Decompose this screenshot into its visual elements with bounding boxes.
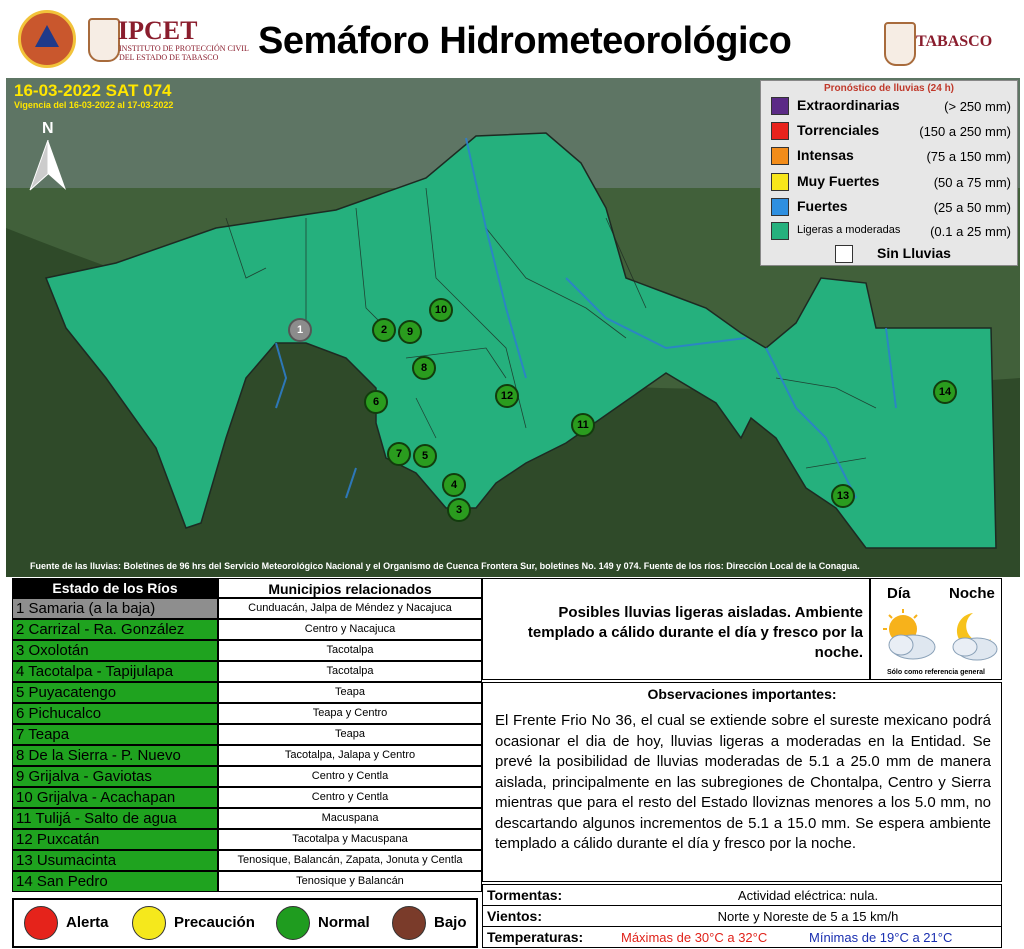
- river-municipios: Centro y Centla: [218, 766, 482, 787]
- river-name: 14 San Pedro: [12, 871, 218, 892]
- river-municipios: Tacotalpa y Macuspana: [218, 829, 482, 850]
- river-municipios: Tenosique, Balancán, Zapata, Jonuta y Centla: [218, 850, 482, 871]
- legend-item: [771, 220, 1013, 242]
- river-marker-10[interactable]: 10: [429, 298, 453, 322]
- river-marker-4[interactable]: 4: [442, 473, 466, 497]
- status-label: Normal: [318, 914, 370, 931]
- precaucion-circle-icon: [132, 906, 166, 940]
- rain-legend: [760, 80, 1018, 266]
- river-municipios: Tacotalpa: [218, 661, 482, 682]
- river-municipios: Centro y Centla: [218, 787, 482, 808]
- municipios-col-header: Municipios relacionados: [218, 578, 482, 598]
- river-marker-14[interactable]: 14: [933, 380, 957, 404]
- legend-range: (75 a 150 mm): [926, 149, 1011, 164]
- proteccion-civil-logo: [18, 10, 76, 68]
- tabasco-seal-icon: [884, 22, 916, 66]
- legend-swatch: [771, 97, 789, 115]
- river-municipios: Tacotalpa: [218, 640, 482, 661]
- legend-name: Ligeras a moderadas: [797, 224, 901, 236]
- river-name: 3 Oxolotán: [12, 640, 218, 661]
- legend-item: [771, 196, 1013, 218]
- rivers-col-header: Estado de los Ríos: [12, 578, 218, 598]
- reference-note: Sólo como referencia general: [886, 669, 986, 676]
- legend-name: Intensas: [797, 147, 854, 163]
- river-name: 7 Teapa: [12, 724, 218, 745]
- river-name: 13 Usumacinta: [12, 850, 218, 871]
- river-name: 12 Puxcatán: [12, 829, 218, 850]
- river-name: 11 Tulijá - Salto de agua: [12, 808, 218, 829]
- map: [6, 78, 1020, 577]
- temps-label: Temperaturas:: [487, 929, 584, 945]
- river-marker-11[interactable]: 11: [571, 413, 595, 437]
- legend-range: (> 250 mm): [944, 99, 1011, 114]
- storms-value: Actividad eléctrica: nula.: [737, 888, 879, 903]
- river-name: 2 Carrizal - Ra. González: [12, 619, 218, 640]
- table-row: [12, 787, 482, 808]
- north-label: N: [42, 120, 54, 137]
- normal-circle-icon: [276, 906, 310, 940]
- ipcet-seal-icon: [88, 18, 120, 62]
- river-name: 8 De la Sierra - P. Nuevo: [12, 745, 218, 766]
- bajo-circle-icon: [392, 906, 426, 940]
- map-source: Fuente de las lluvias: Boletines de 96 hrs del Servicio Meteorológico Nacional y el Organismo de Cuenca Frontera Sur, boletines No. 149 y 074. Fuente de los ríos: Dirección Local de la Conagua.: [30, 561, 860, 571]
- river-name: 9 Grijalva - Gaviotas: [12, 766, 218, 787]
- river-municipios: Teapa y Centro: [218, 703, 482, 724]
- legend-range: (25 a 50 mm): [933, 200, 1011, 215]
- river-name: 1 Samaria (a la baja): [12, 598, 218, 619]
- temp-max: Máximas de 30°C a 32°C: [621, 930, 768, 945]
- table-row: [12, 871, 482, 892]
- status-label: Alerta: [66, 914, 109, 931]
- bulletin-date: 16-03-2022 SAT 074: [14, 81, 172, 100]
- legend-swatch: [771, 147, 789, 165]
- river-municipios: Teapa: [218, 724, 482, 745]
- north-arrow-icon: [28, 120, 68, 194]
- winds-label: Vientos:: [487, 908, 542, 924]
- storms-label: Tormentas:: [487, 887, 563, 903]
- table-row: [12, 619, 482, 640]
- status-label: Bajo: [434, 914, 467, 931]
- table-row: [12, 640, 482, 661]
- river-municipios: Macuspana: [218, 808, 482, 829]
- observations-body: El Frente Frio No 36, el cual se extiende sobre el sureste mexicano podrá ocasionar el dia de hoy, lluvias ligeras a moderadas en la Entidad. Se prevé la posibilidad de lluvias moderadas de 5.1 a 25.0 mm de manera aislada, principalmente en las subregiones de Chontalpa, Centro y Sierra mientras que para el resto del Estado lloviznas menores a los 5.0 mm, no descartando algunos incrementos de 5.1 a 15.0 mm. Se espera ambiente templado a cálido durante el día y fresco por la noche.: [495, 712, 991, 852]
- river-marker-6[interactable]: 6: [364, 390, 388, 414]
- ipcet-subtitle: INSTITUTO DE PROTECCIÓN CIVIL DEL ESTADO DE TABASCO: [119, 44, 249, 62]
- ipcet-name: IPCET: [118, 16, 198, 45]
- table-row: [12, 829, 482, 850]
- river-municipios: Tacotalpa, Jalapa y Centro: [218, 745, 482, 766]
- river-marker-1[interactable]: 1: [288, 318, 312, 342]
- river-municipios: Cunduacán, Jalpa de Méndez y Nacajuca: [218, 598, 482, 619]
- status-label: Precaución: [174, 914, 255, 931]
- legend-no-rain: [835, 243, 1005, 265]
- river-marker-8[interactable]: 8: [412, 356, 436, 380]
- legend-item: [771, 120, 1013, 142]
- observations-box: [482, 682, 1002, 882]
- observations-title: Observaciones importantes:: [647, 686, 837, 702]
- river-municipios: Centro y Nacajuca: [218, 619, 482, 640]
- partly-cloudy-day-icon: [877, 609, 939, 663]
- river-marker-7[interactable]: 7: [387, 442, 411, 466]
- table-row: [12, 598, 482, 619]
- winds-value: Norte y Noreste de 5 a 15 km/h: [717, 909, 899, 924]
- legend-name: Muy Fuertes: [797, 173, 880, 189]
- river-marker-3[interactable]: 3: [447, 498, 471, 522]
- legend-title: Pronóstico de lluvias (24 h): [823, 83, 955, 94]
- forecast-box: [482, 578, 870, 680]
- river-name: 6 Pichucalco: [12, 703, 218, 724]
- table-row: [12, 682, 482, 703]
- day-label: Día: [887, 585, 911, 602]
- table-row: [12, 745, 482, 766]
- table-row: [12, 703, 482, 724]
- river-municipios: Tenosique y Balancán: [218, 871, 482, 892]
- legend-item: [771, 171, 1013, 193]
- legend-name: Sin Lluvias: [877, 245, 951, 261]
- forecast-text: Posibles lluvias ligeras aisladas. Ambiente templado a cálido durante el día y fresco por la noche.: [527, 604, 863, 661]
- legend-name: Extraordinarias: [797, 97, 900, 113]
- storms-row: [482, 884, 1002, 906]
- legend-swatch: [771, 198, 789, 216]
- legend-item: [771, 145, 1013, 167]
- river-name: 5 Puyacatengo: [12, 682, 218, 703]
- river-marker-13[interactable]: 13: [831, 484, 855, 508]
- winds-row: [482, 905, 1002, 927]
- bulletin-validity: Vigencia del 16-03-2022 al 17-03-2022: [14, 100, 174, 110]
- table-row: [12, 724, 482, 745]
- river-marker-9[interactable]: 9: [398, 320, 422, 344]
- table-row: [12, 850, 482, 871]
- legend-swatch: [835, 245, 853, 263]
- temp-min: Mínimas de 19°C a 21°C: [809, 930, 953, 945]
- legend-range: (50 a 75 mm): [933, 175, 1011, 190]
- river-name: 4 Tacotalpa - Tapijulapa: [12, 661, 218, 682]
- legend-name: Fuertes: [797, 198, 848, 214]
- legend-name: Torrenciales: [797, 122, 880, 138]
- table-row: [12, 808, 482, 829]
- legend-item: [771, 95, 1013, 117]
- table-row: [12, 661, 482, 682]
- legend-swatch: [771, 173, 789, 191]
- day-night-box: [870, 578, 1002, 680]
- night-label: Noche: [949, 585, 995, 602]
- table-row: [12, 766, 482, 787]
- page-title: Semáforo Hidrometeorológico: [258, 20, 792, 62]
- alerta-circle-icon: [24, 906, 58, 940]
- river-status-legend: [12, 898, 478, 948]
- legend-swatch: [771, 122, 789, 140]
- river-name: 10 Grijalva - Acachapan: [12, 787, 218, 808]
- legend-range: (150 a 250 mm): [919, 124, 1011, 139]
- river-marker-12[interactable]: 12: [495, 384, 519, 408]
- legend-swatch: [771, 222, 789, 240]
- partly-cloudy-night-icon: [943, 609, 1001, 663]
- temps-row: [482, 926, 1002, 948]
- river-marker-5[interactable]: 5: [413, 444, 437, 468]
- river-municipios: Teapa: [218, 682, 482, 703]
- header: [0, 0, 1024, 78]
- river-marker-2[interactable]: 2: [372, 318, 396, 342]
- tabasco-label: TABASCO: [916, 33, 993, 50]
- legend-range: (0.1 a 25 mm): [930, 224, 1011, 239]
